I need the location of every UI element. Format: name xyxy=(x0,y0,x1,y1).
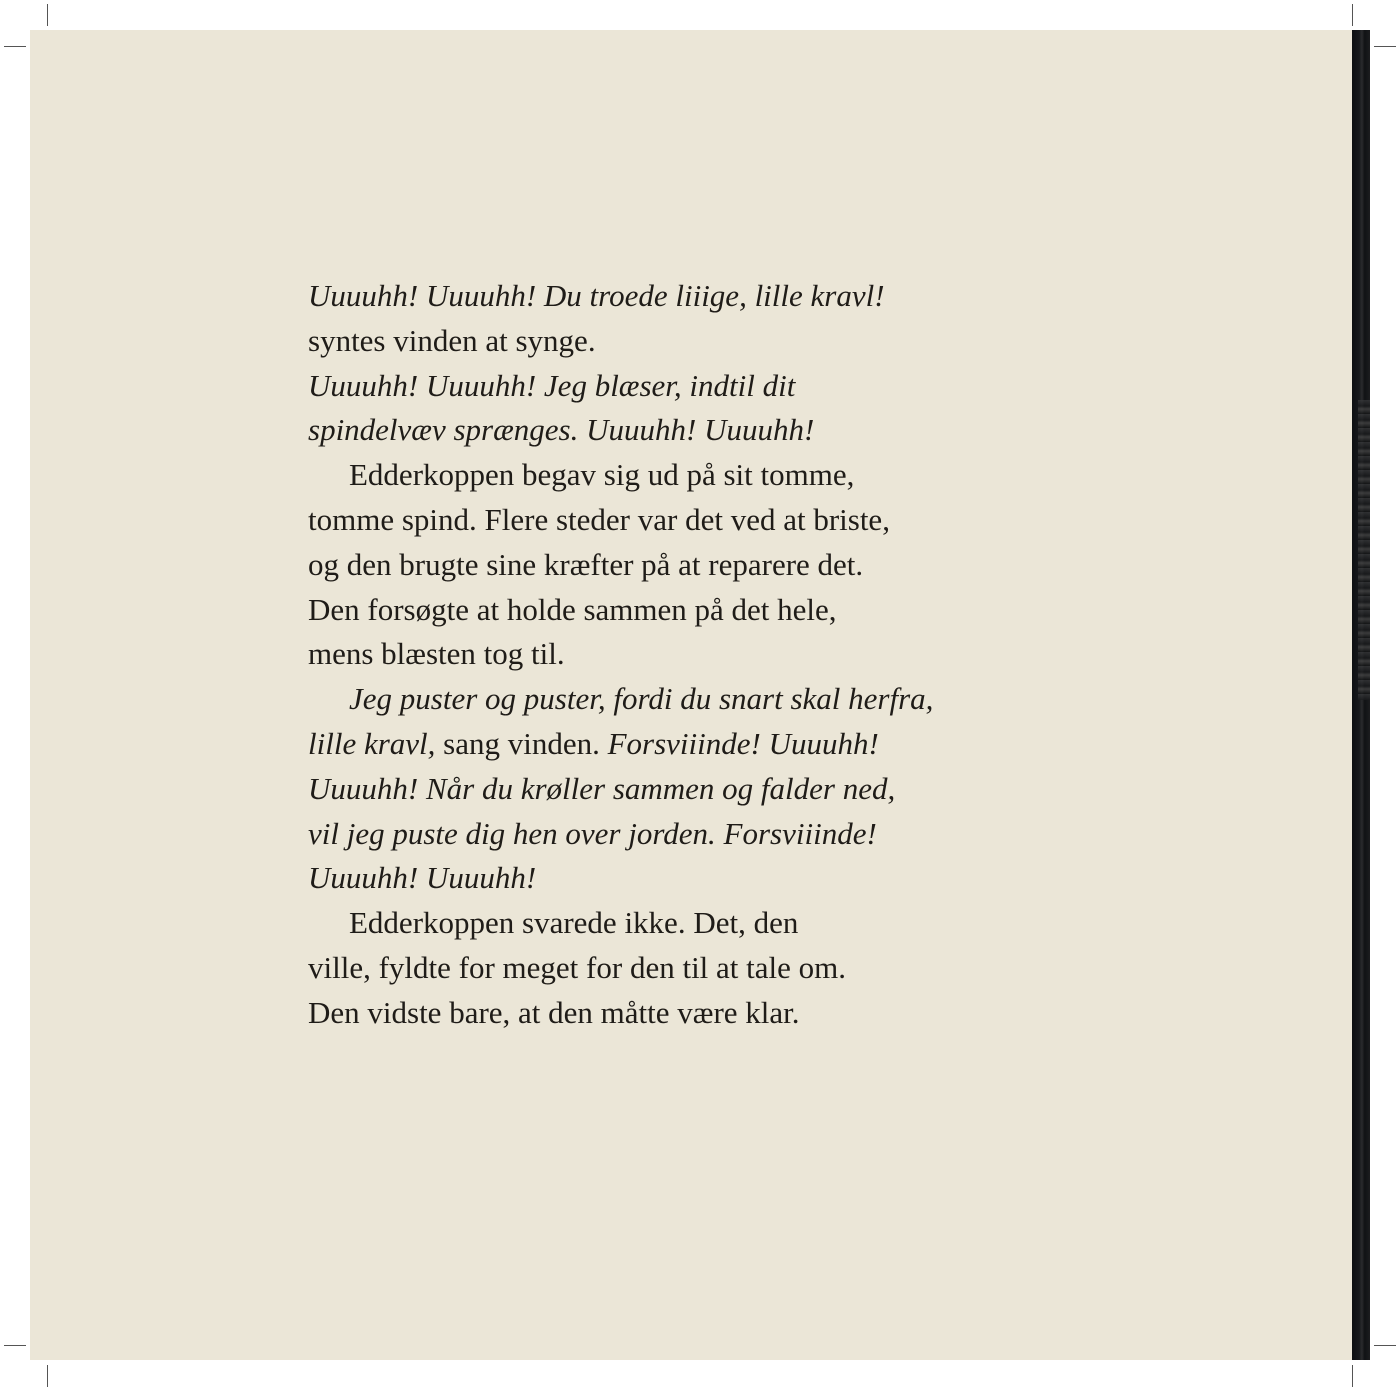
italic-text-segment: spindelvæv sprænges. Uuuuhh! Uuuuhh! xyxy=(308,412,815,448)
text-segment: sang vinden. xyxy=(435,725,608,761)
text-line xyxy=(308,543,1028,588)
text-line xyxy=(308,408,1028,453)
crop-mark-top-left-horizontal xyxy=(4,46,26,47)
italic-text-segment: Uuuuhh! Uuuuhh! xyxy=(308,860,537,896)
text-line xyxy=(308,677,1028,722)
text-segment: og den brugte sine kræfter på at reparere det. xyxy=(308,546,864,582)
crop-mark-bottom-right-horizontal xyxy=(1374,1345,1396,1346)
text-line xyxy=(308,901,1028,946)
crop-mark-top-right-vertical xyxy=(1352,4,1353,26)
text-segment: Den vidste bare, at den måtte være klar. xyxy=(308,994,800,1030)
italic-text-segment: vil jeg puste dig hen over jorden. Forsviiinde! xyxy=(308,815,877,851)
italic-text-segment: Forsviiinde! Uuuuhh! xyxy=(607,725,879,761)
crop-mark-bottom-right-vertical xyxy=(1352,1365,1353,1387)
text-line xyxy=(308,498,1028,543)
italic-text-segment: Uuuuhh! Når du krøller sammen og falder ned, xyxy=(308,770,896,806)
text-segment: Edderkoppen begav sig ud på sit tomme, xyxy=(349,457,855,493)
text-segment: syntes vinden at synge. xyxy=(308,322,596,358)
text-line xyxy=(308,767,1028,812)
crop-mark-bottom-left-vertical xyxy=(47,1365,48,1387)
text-line xyxy=(308,319,1028,364)
crop-mark-bottom-left-horizontal xyxy=(4,1345,26,1346)
crop-mark-top-right-horizontal xyxy=(1374,46,1396,47)
text-segment: Den forsøgte at holde sammen på det hele, xyxy=(308,591,837,627)
spine-texture xyxy=(1358,400,1370,700)
italic-text-segment: lille kravl, xyxy=(308,725,436,761)
crop-mark-top-left-vertical xyxy=(47,4,48,26)
text-segment: mens blæsten tog til. xyxy=(308,636,565,672)
text-line xyxy=(308,812,1028,857)
text-line xyxy=(308,453,1028,498)
italic-text-segment: Jeg puster og puster, fordi du snart skal herfra, xyxy=(349,681,934,717)
text-line xyxy=(308,274,1028,319)
text-segment: ville, fyldte for meget for den til at tale om. xyxy=(308,949,847,985)
italic-text-segment: Uuuuhh! Uuuuhh! Jeg blæser, indtil dit xyxy=(308,367,796,403)
text-segment: Edderkoppen svarede ikke. Det, den xyxy=(349,905,799,941)
text-line xyxy=(308,588,1028,633)
text-line xyxy=(308,856,1028,901)
text-line xyxy=(308,722,1028,767)
text-line xyxy=(308,632,1028,677)
text-line xyxy=(308,991,1028,1036)
italic-text-segment: Uuuuhh! Uuuuhh! Du troede liiige, lille kravl! xyxy=(308,278,885,313)
text-line xyxy=(308,364,1028,409)
text-segment: tomme spind. Flere steder var det ved at briste, xyxy=(308,501,890,537)
story-text xyxy=(308,274,1028,1036)
text-line xyxy=(308,946,1028,991)
